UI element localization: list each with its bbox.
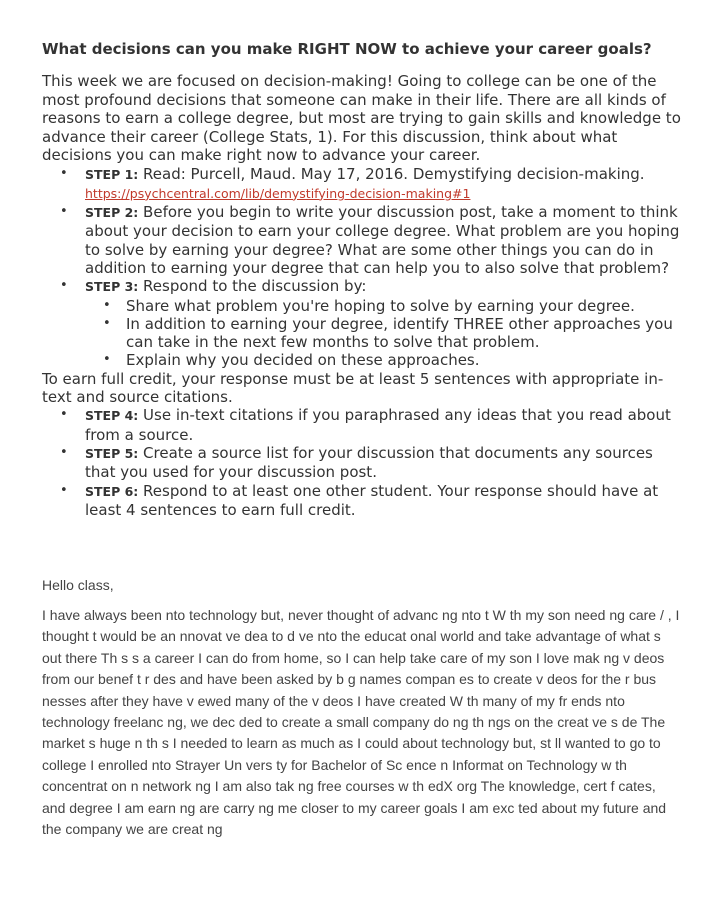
sub-item: • Explain why you decided on these approaches. (126, 351, 682, 369)
step-item (85, 406, 682, 444)
step-key: STEP 5: (85, 445, 139, 461)
step-text: Use in-text citations if you paraphrased any ideas that you read about from a source. (85, 406, 671, 444)
step-key: STEP 4: (85, 408, 139, 424)
sub-item: • Share what problem you're hoping to solve by earning your degree. (126, 297, 682, 315)
step-key: STEP 1: (85, 166, 139, 182)
step-key: STEP 6: (85, 483, 139, 499)
step-key: STEP 3: (85, 279, 139, 295)
step-key: STEP 2: (85, 205, 139, 221)
step-text: Respond to the discussion by: (138, 277, 367, 296)
step-item (85, 444, 682, 482)
credit-note: To earn full credit, your response must be at least 5 sentences with appropriate in-text and source citations. (42, 369, 664, 407)
response-greeting: Hello class, (42, 577, 114, 593)
student-response (42, 575, 682, 840)
step-item (85, 277, 682, 369)
step-text: Before you begin to write your discussion post, take a moment to think about your decision to earn your college degree. What problem are you hoping to solve by earning your degree? What are some other things you can do in addition to earning your degree that can help you to also solve that problem? (85, 203, 680, 277)
prompt-title: What decisions can you make RIGHT NOW to achieve your career goals? (42, 40, 652, 58)
step-item (85, 165, 682, 204)
step-item (85, 482, 682, 520)
discussion-prompt (42, 40, 682, 519)
step-text: Read: Purcell, Maud. May 17, 2016. Demystifying decision-making. (138, 164, 645, 183)
steps-list-b (42, 406, 682, 519)
reading-link[interactable]: https://psychcentral.com/lib/demystifying-decision-making#1 (85, 185, 471, 201)
step3-sublist (85, 297, 682, 370)
steps-list-a (42, 165, 682, 370)
step-item (85, 203, 682, 277)
prompt-intro: This week we are focused on decision-making! Going to college can be one of the most profound decisions that someone can make in their life. There are all kinds of reasons to earn a college degree, but most are trying to gain skills and knowledge to advance their career (College Stats, 1). For this discussion, think about what decisions you can make right now to advance your career. (42, 72, 681, 164)
step-text: Respond to at least one other student. Your response should have at least 4 sentences to earn full credit. (85, 481, 659, 519)
response-body: I have always been nto technology but, never thought of advanc ng nto t W th my son need ng care / , I thought t would be an nnovat ve dea to d ve nto the educat onal world and take advantage of what s out there Th s s a career I can do from home, so I can help take care of my son I love mak ng v deos from our benef t r des and have been asked by b g names compan es to create v deos for the r bus nesses after they have v ewed many of the v deos I have created W th many of my fr ends nto technology freelanc ng, we dec ded to create a small company do ng th ngs on the creat ve s de The market s huge n th s I needed to learn as much as I could about technology but, st ll wanted to go to college I enrolled nto Strayer Un vers ty for Bachelor of Sc ence n Informat on Technology w th concentrat on n network ng I am also tak ng free courses w th edX org The knowledge, cert f cates, and degree I am earn ng are carry ng me closer to my career goals I am exc ted about my future and the company we are creat ng (42, 607, 680, 838)
step-text: Create a source list for your discussion that documents any sources that you used for your discussion post. (85, 443, 653, 482)
sub-item: • In addition to earning your degree, identify THREE other approaches you can take in the next few months to solve that problem. (126, 315, 682, 352)
